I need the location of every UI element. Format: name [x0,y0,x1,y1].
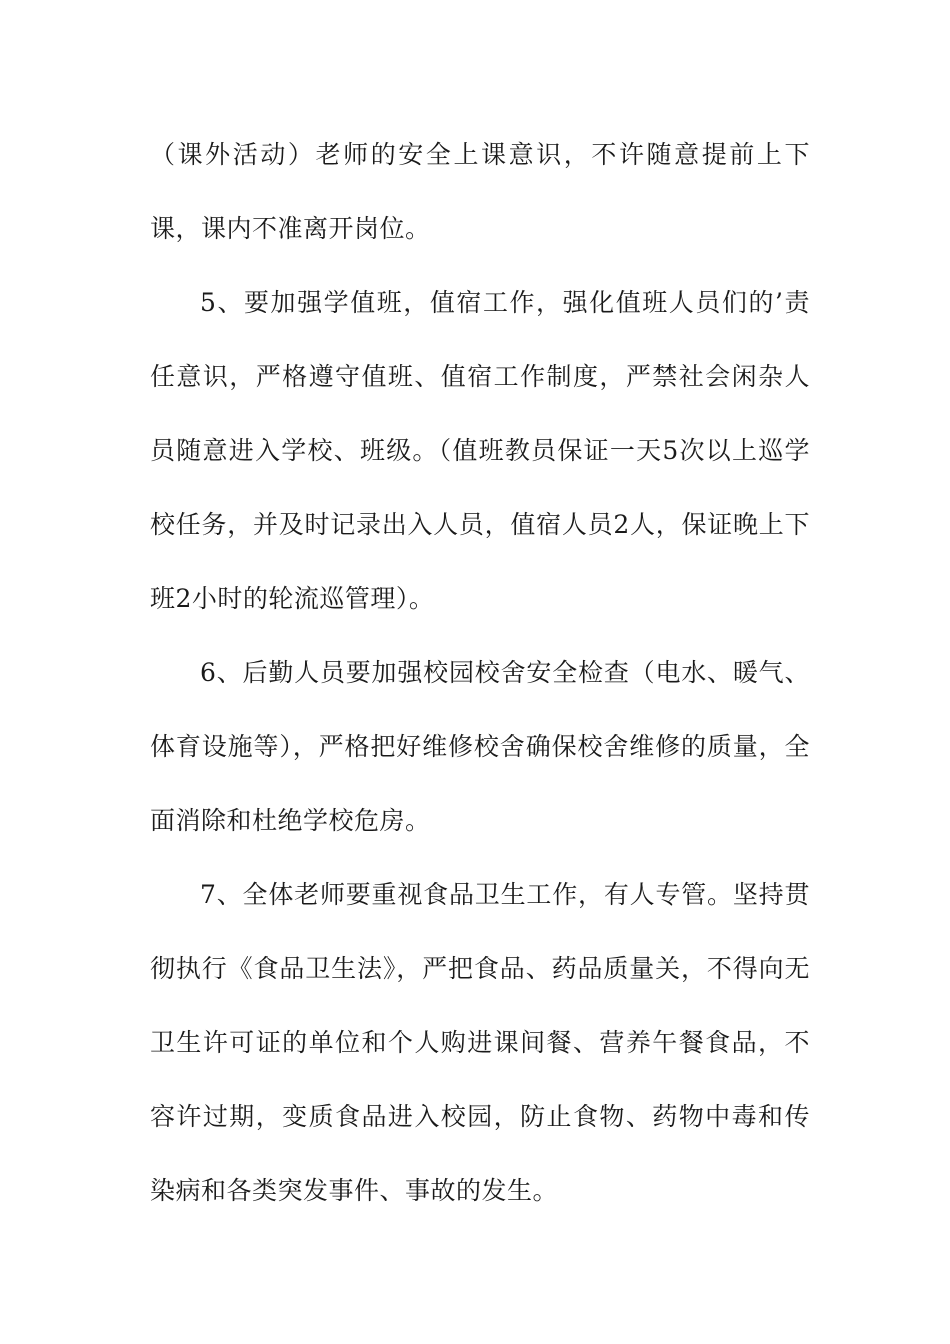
document-body [150,118,810,1228]
paragraph-item-6: 6、后勤人员要加强校园校舍安全检查（电水、暖气、体育设施等），严格把好维修校舍确保校舍维修的质量，全面消除和杜绝学校危房。 [150,658,810,835]
paragraph-item-7: 7、全体老师要重视食品卫生工作，有人专管。坚持贯彻执行《食品卫生法》，严把食品、药品质量关，不得向无卫生许可证的单位和个人购进课间餐、营养午餐食品，不容许过期，变质食品进入校园，防止食物、药物中毒和传染病和各类突发事件、事故的发生。 [150,880,810,1205]
paragraph-continuation: （课外活动）老师的安全上课意识，不许随意提前上下课，课内不准离开岗位。 [150,140,810,243]
paragraph-item-5: 5、要加强学值班，值宿工作，强化值班人员们的’责任意识，严格遵守值班、值宿工作制度，严禁社会闲杂人员随意进入学校、班级。（值班教员保证一天5次以上巡学校任务，并及时记录出入人员，值宿人员2人，保证晚上下班2小时的轮流巡管理）。 [150,288,810,613]
